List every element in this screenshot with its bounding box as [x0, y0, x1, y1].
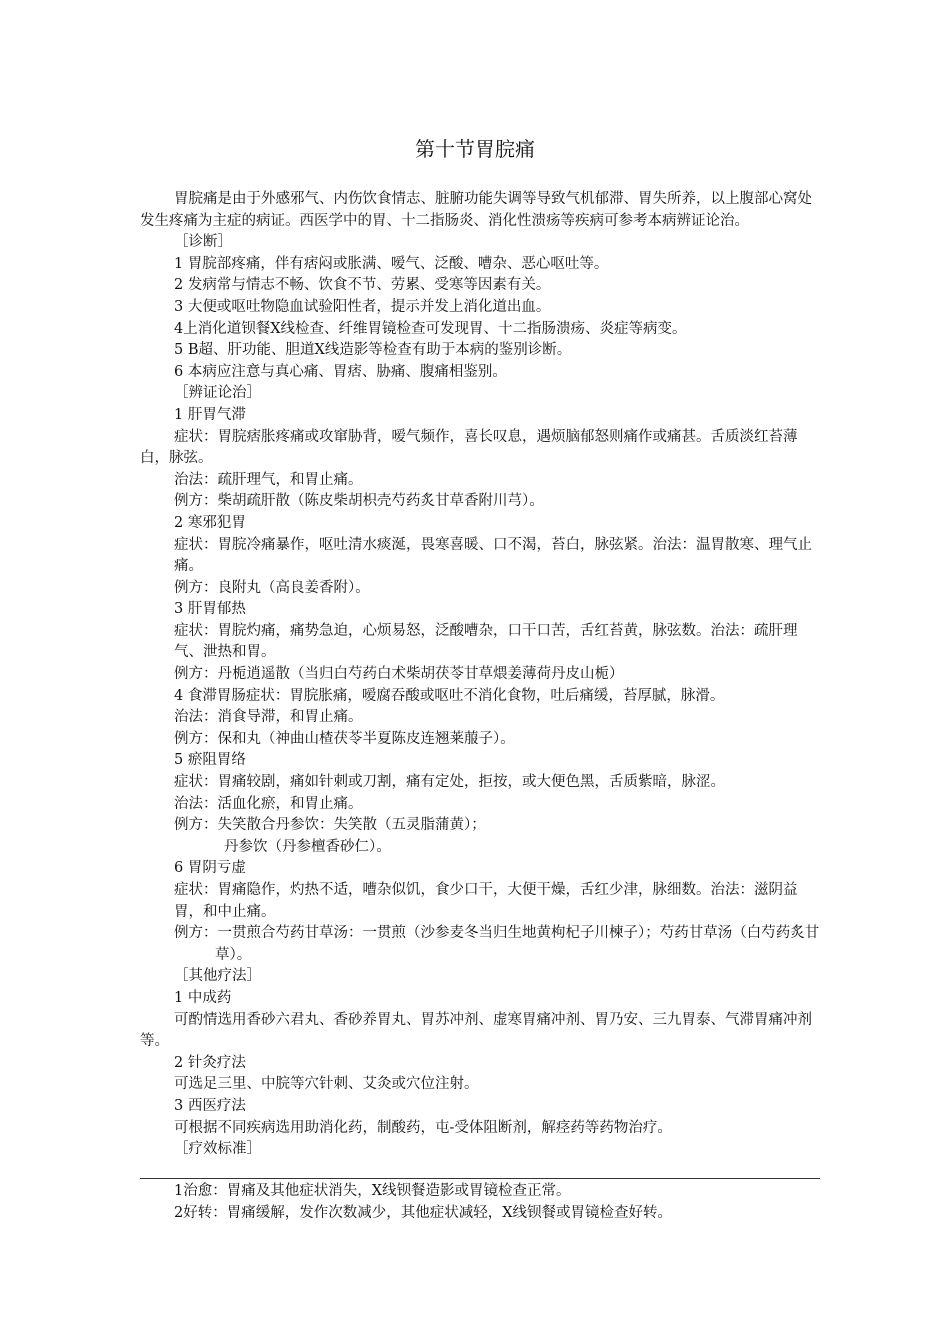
syndrome-symptom: 症状：胃脘灼痛，痛势急迫，心烦易怒，泛酸嘈杂，口干口苦，舌红苔黄，脉弦数。治法：疏肝理气、泄热和胃。	[174, 622, 798, 661]
diagnosis-item: 2 发病常与情志不畅、饮食不节、劳累、受寒等因素有关。	[174, 277, 551, 294]
syndrome-formula: 丹参饮（丹参檀香砂仁）。	[224, 838, 391, 855]
therapy-text: 可酌情选用香砂六君丸、香砂养胃丸、胃苏冲剂、虚寒胃痛冲剂、胃乃安、三九胃泰、气滞胃痛冲剂等。	[140, 1011, 812, 1050]
syndrome-symptom: 症状：胃脘冷痛暴作，呕吐清水痰涎，畏寒喜暖、口不渴，苔白，脉弦紧。治法：温胃散寒、理气止痛。	[174, 536, 812, 575]
diagnosis-item: 1 胃脘部疼痛，伴有痞闷或胀满、嗳气、泛酸、嘈杂、恶心呕吐等。	[174, 255, 609, 272]
therapy-name: 1 中成药	[174, 989, 232, 1006]
syndrome-name: 1 肝胃气滞	[174, 406, 246, 423]
syndrome-formula: 例方：保和丸（神曲山楂茯苓半夏陈皮连翘莱菔子）。	[174, 730, 515, 747]
diagnosis-heading: ［诊断］	[174, 234, 232, 251]
syndrome-formula: 例方：柴胡疏肝散（陈皮柴胡枳壳芍药炙甘草香附川芎）。	[174, 493, 544, 510]
syndrome-formula: 例方：一贯煎合芍药甘草汤：一贯煎（沙参麦冬当归生地黄枸杞子川楝子）；芍药甘草汤（白芍药炙甘草）。	[174, 925, 820, 963]
intro-paragraph: 胃脘痛是由于外感邪气、内伤饮食情志、脏腑功能失调等导致气机郁滞、胃失所养，以上腹部心窝处发生疼痛为主症的病证。西医学中的胃、十二指肠炎、消化性溃疡等疾病可参考本病辨证论治。	[140, 191, 812, 229]
syndrome-name: 3 肝胃郁热	[174, 601, 246, 618]
syndrome-symptom: 症状：胃痛较剧，痛如针刺或刀割，痛有定处，拒按，或大便色黑，舌质紫暗，脉涩。	[174, 774, 725, 791]
document-body	[140, 189, 820, 1161]
syndrome-symptom: 症状：胃痛隐作，灼热不适，嘈杂似饥，食少口干，大便干燥，舌红少津，脉细数。治法：滋阴益胃，和中止痛。	[174, 882, 798, 920]
therapy-name: 2 针灸疗法	[174, 1054, 246, 1071]
syndrome-name: 5 瘀阻胃络	[174, 752, 246, 769]
diagnosis-item: 3 大便或呕吐物隐血试验阳性者，提示并发上消化道出血。	[174, 298, 551, 315]
therapy-text: 可选足三里、中脘等穴针刺、艾灸或穴位注射。	[174, 1076, 479, 1093]
criteria-item: 2好转：胃痛缓解，发作次数减少，其他症状减轻，X线钡餐或胃镜检查好转。	[174, 1204, 673, 1221]
syndrome-method: 治法：消食导滞，和胃止痛。	[174, 709, 363, 726]
criteria-item: 1治愈：胃痛及其他症状消失，X线钡餐造影或胃镜检查正常。	[174, 1183, 571, 1199]
horizontal-rule	[140, 1178, 820, 1179]
syndrome-method: 治法：活血化瘀，和胃止痛。	[174, 795, 363, 812]
treatment-heading: ［辨证论治］	[174, 385, 261, 402]
syndrome-name: 6 胃阴亏虚	[174, 860, 246, 877]
criteria-list	[140, 1181, 820, 1224]
other-therapy-heading: ［其他疗法］	[174, 968, 261, 985]
section-title: 第十节胃脘痛	[415, 137, 535, 161]
diagnosis-item: 4上消化道钡餐X线检查、纤维胃镜检查可发现胃、十二指肠溃疡、炎症等病变。	[174, 320, 687, 337]
syndrome-name: 2 寒邪犯胃	[174, 514, 246, 531]
syndrome-formula: 例方：良附丸（高良姜香附）。	[174, 579, 370, 596]
therapy-name: 3 西医疗法	[174, 1097, 246, 1114]
diagnosis-item: 6 本病应注意与真心痛、胃痞、胁痛、腹痛相鉴别。	[174, 363, 507, 380]
syndrome-method: 治法：疏肝理气，和胃止痛。	[174, 471, 363, 488]
diagnosis-item: 5 B超、肝功能、胆道X线造影等检查有助于本病的鉴别诊断。	[174, 342, 572, 359]
syndrome-symptom: 4 食滞胃肠症状：胃脘胀痛，嗳腐吞酸或呕吐不消化食物，吐后痛缓，苔厚腻，脉滑。	[174, 687, 725, 704]
therapy-text: 可根据不同疾病选用助消化药，制酸药，屯-受体阻断剂，解痉药等药物治疗。	[174, 1119, 672, 1136]
criteria-heading: ［疗效标准］	[174, 1141, 261, 1158]
syndrome-formula: 例方：失笑散合丹参饮：失笑散（五灵脂蒲黄）；	[174, 817, 486, 834]
syndrome-formula: 例方：丹栀逍遥散（当归白芍药白术柴胡茯苓甘草煨姜薄荷丹皮山栀）	[174, 666, 624, 683]
syndrome-symptom: 症状：胃脘痞胀疼痛或攻窜胁背，嗳气频作，喜长叹息，遇烦脑郁怒则痛作或痛甚。舌质淡红苔薄白，脉弦。	[140, 428, 798, 467]
